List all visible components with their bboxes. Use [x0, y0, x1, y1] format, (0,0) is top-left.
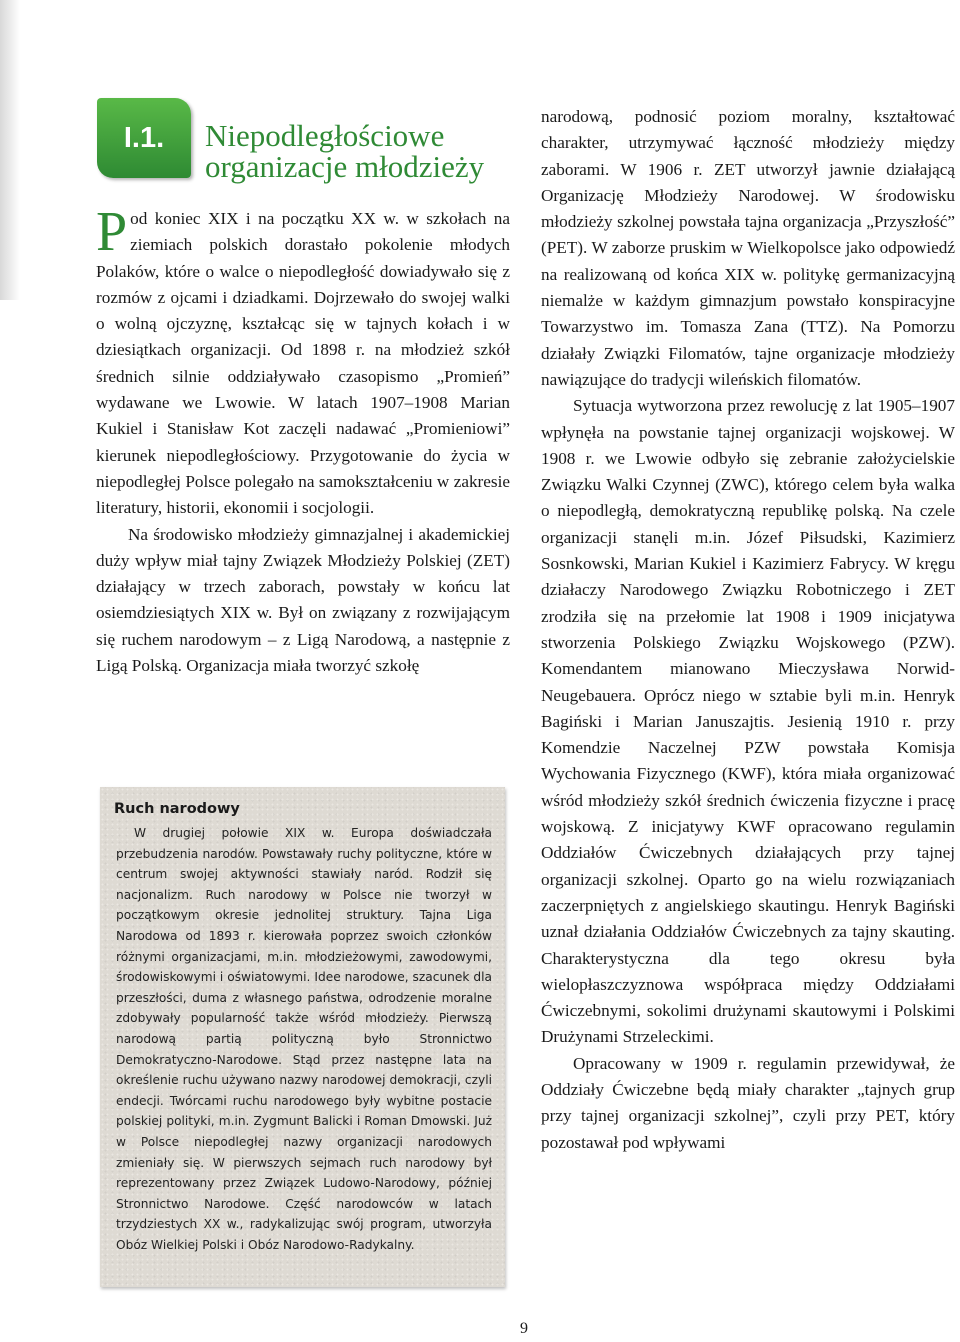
left-column — [96, 201, 510, 679]
right-paragraph-1: narodową, podnosić poziom moralny, kształtować charakter, utrzymywać łączność młodzieży między zaborami. W 1906 r. ZET utworzył jawnie działającą Organizację Młodzieży Narodowej. W środowisku młodzieży szkolnej powstała tajna organizacja „Przyszłość” (PET). W zaborze pruskim w Wielkopolsce jako odpowiedź na realizowaną od końca XIX w. politykę germanizacyjną niemalże w każdym gimnazjum powstało konspiracyjne Towarzystwo im. Tomasza Zana (TTZ). Na Pomorzu działały Związki Filomatów, tajne organizacje młodzieży nawiązujące do tradycji wileńskich filomatów. — [541, 107, 955, 389]
page-number: 9 — [520, 1320, 528, 1337]
sidebar-box-text — [116, 823, 492, 1255]
section-number-badge — [97, 98, 191, 178]
page-edge-shadow — [0, 0, 20, 300]
left-paragraph-1 — [96, 201, 510, 522]
right-paragraph-2: Sytuacja wytworzona przez rewolucję z lat 1905–1907 wpłynęła na powstanie tajnej organizacji wojskowej. W 1908 r. we Lwowie odbyło się zebranie założycielskie Związku Walki Czynnej (ZWC), którego celem była walka o niepodległą, demokratyczną republikę polską. Na czele organizacji stanęli m.in. Józef Piłsudski, Kazimierz Sosnkowski, Marian Kukiel i Kazimierz Fabrycy. W kręgu działaczy Narodowego Związku Robotniczego i ZET zrodziła się na przełomie lat 1908 i 1909 inicjatywa stworzenia Polskiego Związku Wojskowego (PZW). Komendantem mianowano Mieczysława Norwid-Neugebauera. Oprócz niego w sztabie byli m.in. Henryk Bagiński i Marian Januszajtis. Jesienią 1910 r. przy Komendzie Naczelnej PZW powstała Komisja Wychowania Fizycznego (KWF), która miała organizować wśród młodzieży szkół średnich ćwiczenia fizyczne i pracę wojskową. Z inicjatywy KWF opracowano regulamin Oddziałów Ćwiczebnych działających przy tajnej organizacji szkolnej. Oparto go na wielu rozwiązaniach zaczerpniętych z angielskiego skautingu. Henryk Bagiński uznał działania Oddziałów Ćwiczebnych za tajny skauting. Charakterystyczna dla tego okresu była wielopłaszczyznowa współpraca między Oddziałami Ćwiczebnymi, sokolimi drużynami skautowymi i Polskimi Drużynami Strzeleckimi. — [541, 396, 955, 1047]
section-title-line1: Niepodległościowe — [205, 118, 445, 153]
right-column — [541, 104, 955, 1156]
drop-cap: P — [96, 201, 128, 263]
section-title-line2: organizacje młodzieży — [205, 149, 485, 184]
sidebar-info-box — [100, 787, 505, 1287]
section-number: I.1. — [123, 121, 165, 154]
right-paragraph-3: Opracowany w 1909 r. regulamin przewidywał, że Oddziały Ćwiczebne będą miały charakter „tajnych grup przy tajnej organizacji szkolnej”, czyli przy PET, który pozostawał pod wpływami — [541, 1053, 955, 1152]
section-title — [205, 120, 525, 182]
left-paragraph-2: Na środowisko młodzieży gimnazjalnej i akademickiej duży wpływ miał tajny Związek Młodzieży Polskiej (ZET) działający w trzech zaborach, powstały w końcu lat osiemdziesiątych XIX w. Był on związany z rozwijającym się ruchem narodowym – z Ligą Narodową, a następnie z Ligą Polską. Organizacja miała tworzyć szkołę — [96, 524, 510, 676]
sidebar-box-title: Ruch narodowy — [114, 801, 240, 817]
left-paragraph-1-text: od koniec XIX i na początku XX w. w szkołach na ziemiach polskich dorastało pokolenie młodych Polaków, które o walce o niepodległość dowiadywało się z rozmów z ojcami i dziadkami. Dojrzewało do swojej walki o wolną ojczyznę, kształcąc się w tajnych kołach i w dziesiątkach organizacji. Od 1898 r. na młodzież szkół średnich silnie oddziaływało czasopismo „Promień” wydawane we Lwowie. W latach 1907–1908 Marian Kukiel i Stanisław Kot zaczęli nadawać „Promieniowi” kierunek niepodległościowy. Przygotowanie do życia w niepodległej Polsce polegało na samokształceniu w zakresie literatury, historii, ekonomii i socjologii. — [96, 209, 510, 518]
sidebar-box-paragraph: W drugiej połowie XIX w. Europa doświadczała przebudzenia narodów. Powstawały ruchy polityczne, które w centrum swojej aktywności stawiały naród. Rodził się nacjonalizm. Ruch narodowy w Polsce nie tworzył w początkowym okresie jednolitej struktury. Tajna Liga Narodowa od 1893 r. kierowała poprzez swoich członków różnymi organizacjami, m.in. młodzieżowymi, zawodowymi, środowiskowymi i oświatowymi. Idee narodowe, szacunek dla przeszłości, duma z własnego państwa, odrodzenie moralne zdobywały popularność także wśród młodzieży. Pierwszą narodową partią polityczną było Stronnictwo Demokratyczno-Narodowe. Stąd przez następne lata na określenie ruchu używano nazwy narodowej demokracji, czyli endecji. Twórcami ruchu narodowego były wybitne postacie polskiej polityki, m.in. Zygmunt Balicki i Roman Dmowski. Już w Polsce niepodległej nazwy organizacji narodowych zmieniały się. W pierwszych sejmach ruch narodowy był reprezentowany przez Związek Ludowo-Narodowy, później Stronnictwo Narodowe. Część narodowców w latach trzydziestych XX w., radykalizując swój program, utworzyła Obóz Wielkiej Polski i Obóz Narodowo-Radykalny. — [116, 826, 492, 1252]
